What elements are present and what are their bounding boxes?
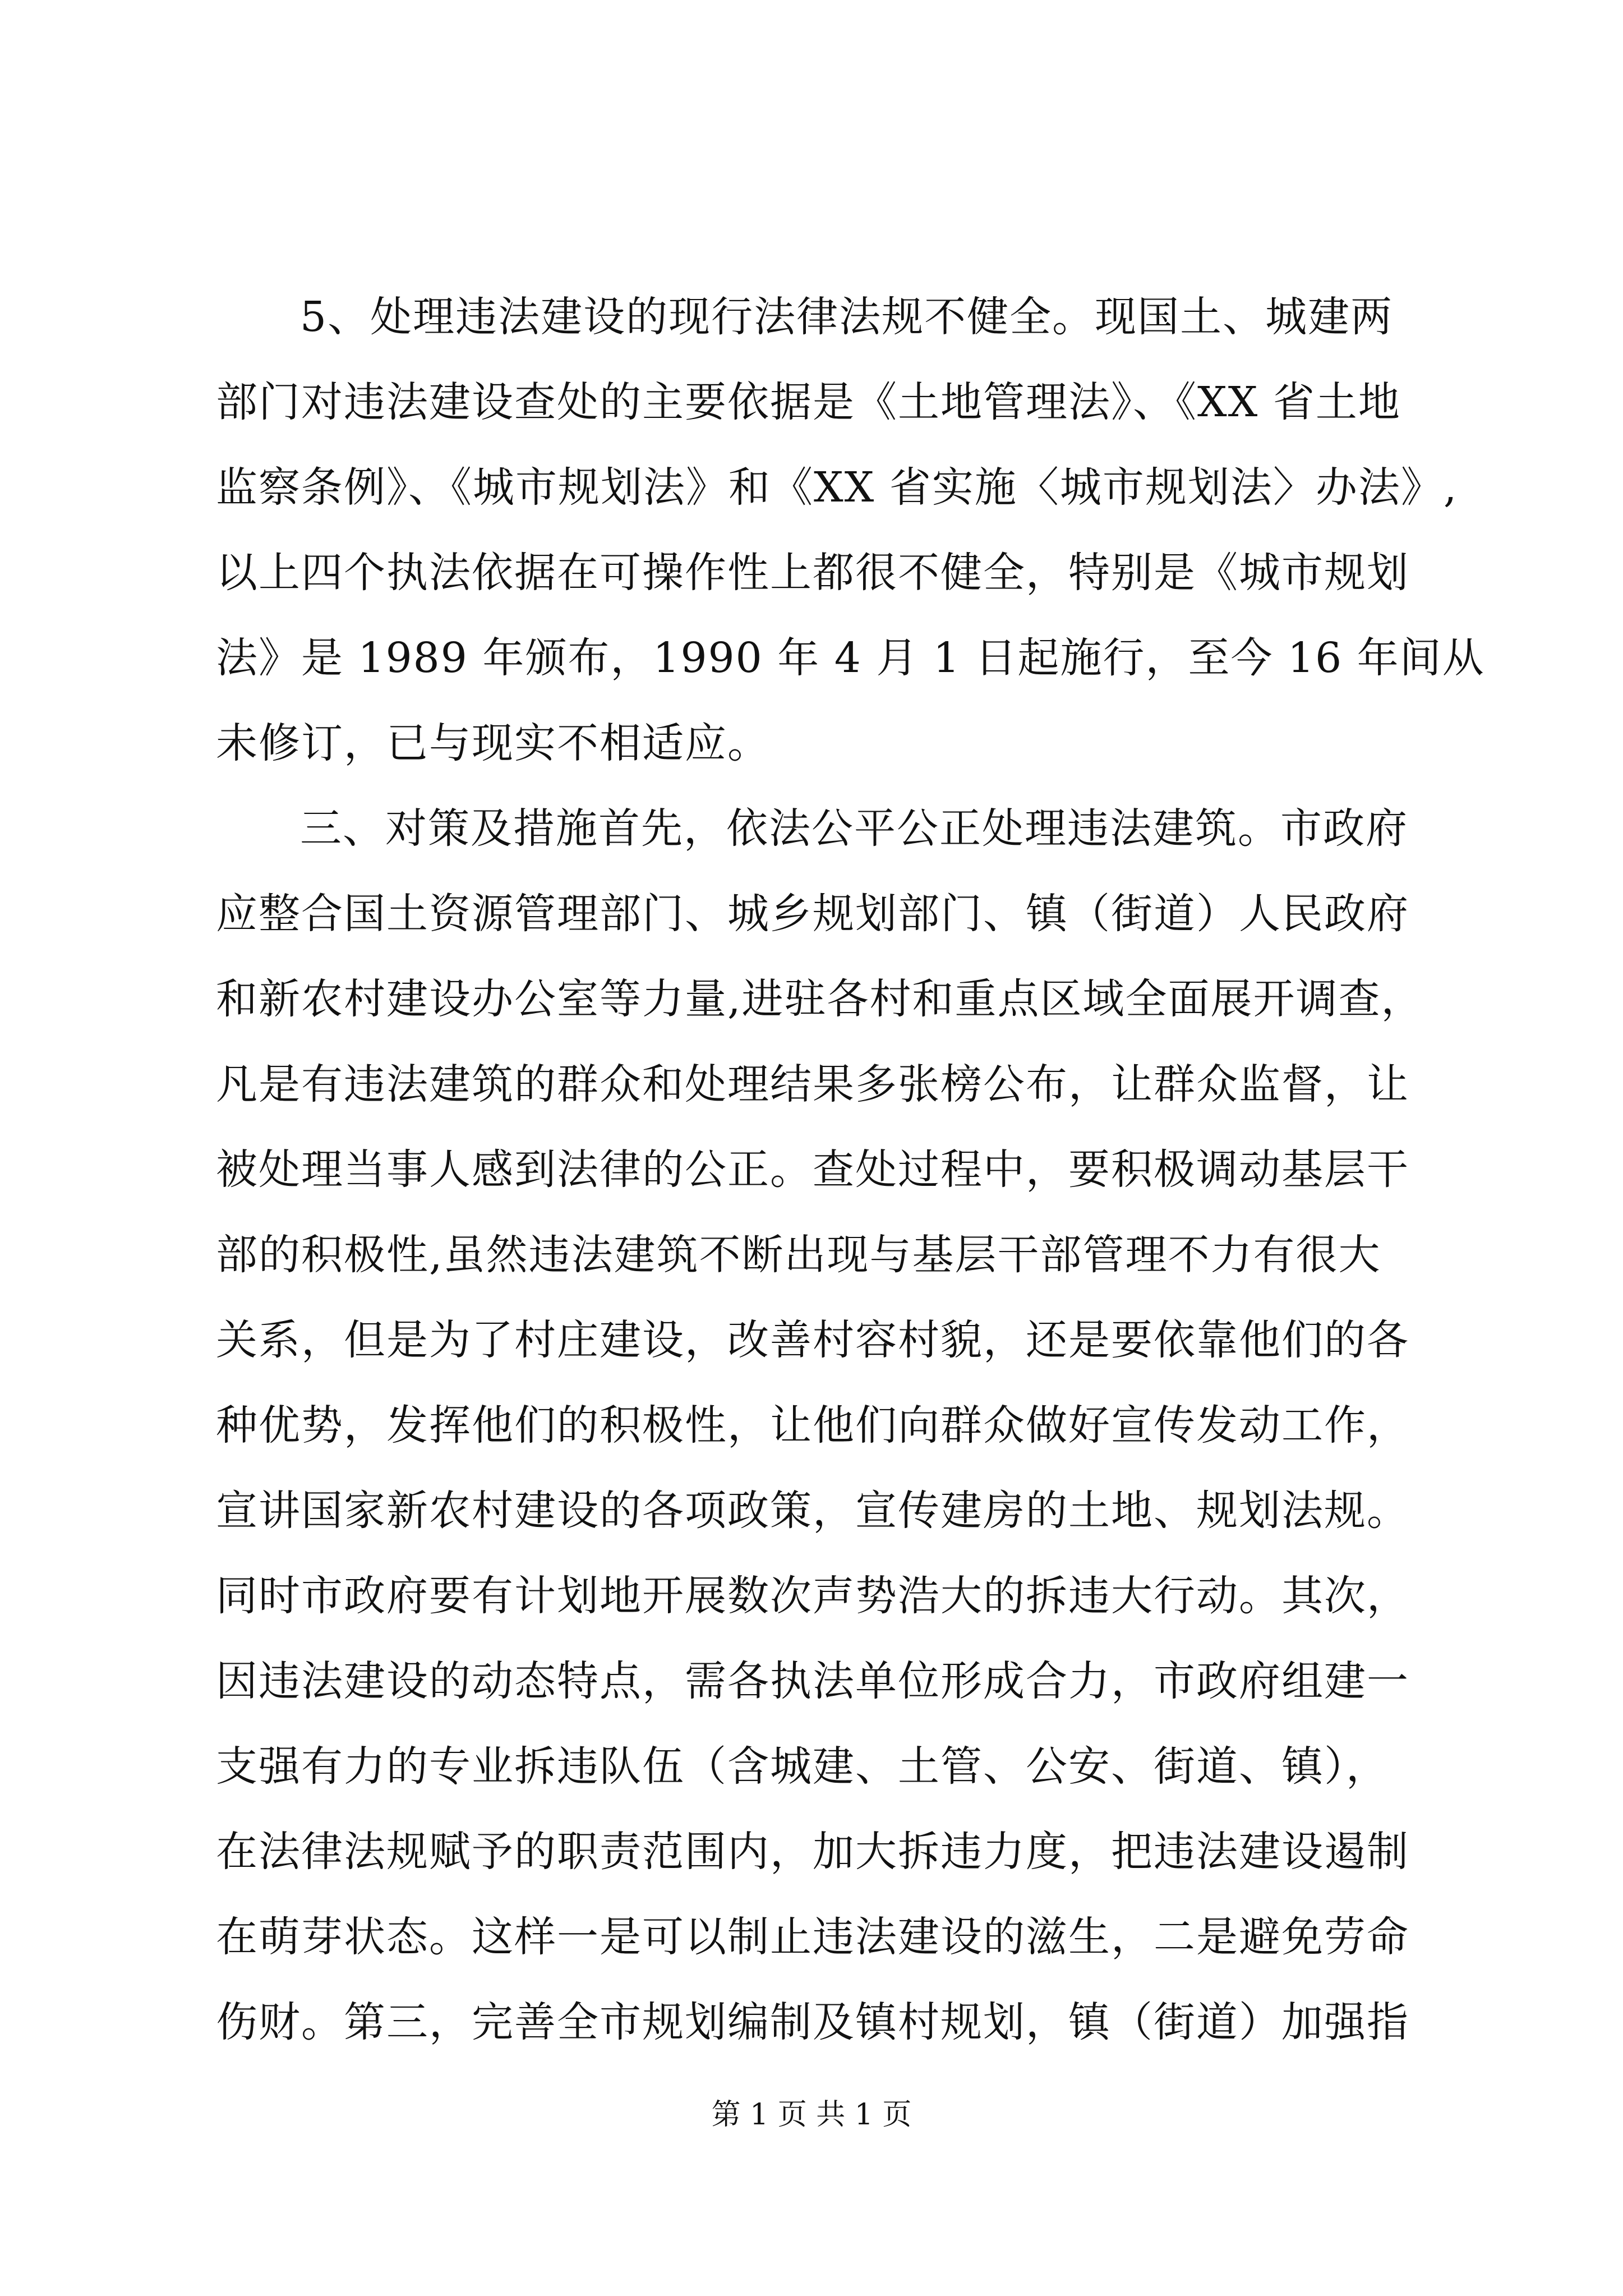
text-line: 被处理当事人感到法律的公正。查处过程中，要积极调动基层干: [216, 1145, 1409, 1194]
text-line: 在萌芽状态。这样一是可以制止违法建设的滋生，二是避免劳命: [216, 1913, 1409, 1961]
text-line: 监察条例》、《城市规划法》和《XX 省实施〈城市规划法〉办法》,: [216, 463, 1458, 512]
text-line: 以上四个执法依据在可操作性上都很不健全，特别是《城市规划: [216, 549, 1409, 597]
text-line: 在法律法规赋予的职责范围内，加大拆违力度，把违法建设遏制: [216, 1828, 1409, 1876]
text-line: 凡是有违法建筑的群众和处理结果多张榜公布，让群众监督，让: [216, 1060, 1409, 1108]
text-line: 关系，但是为了村庄建设，改善村容村貌，还是要依靠他们的各: [216, 1316, 1409, 1364]
text-line: 三、对策及措施首先，依法公平公正处理违法建筑。市政府: [300, 804, 1408, 853]
text-line: 应整合国土资源管理部门、城乡规划部门、镇（街道）人民政府: [216, 890, 1409, 938]
text-line: 未修订，已与现实不相适应。: [216, 719, 770, 767]
text-line: 和新农村建设办公室等力量,进驻各村和重点区域全面展开调查，: [216, 975, 1424, 1023]
text-line: 同时市政府要有计划地开展数次声势浩大的拆违大行动。其次，: [216, 1572, 1409, 1620]
text-line: 宣讲国家新农村建设的各项政策，宣传建房的土地、规划法规。: [216, 1487, 1409, 1535]
text-line: 种优势，发挥他们的积极性，让他们向群众做好宣传发动工作，: [216, 1401, 1409, 1450]
text-line: 法》是 1989 年颁布，1990 年 4 月 1 日起施行，至今 16 年间从: [216, 634, 1485, 682]
page-number-footer: 第 1 页 共 1 页: [711, 2098, 912, 2132]
text-line: 因违法建设的动态特点，需各执法单位形成合力，市政府组建一: [216, 1657, 1409, 1705]
text-line: 部的积极性,虽然违法建筑不断出现与基层干部管理不力有很大: [216, 1231, 1381, 1279]
text-line: 伤财。第三，完善全市规划编制及镇村规划，镇（街道）加强指: [216, 1998, 1409, 2046]
text-line: 支强有力的专业拆违队伍（含城建、土管、公安、街道、镇），: [216, 1742, 1389, 1791]
text-line: 部门对违法建设查处的主要依据是《土地管理法》、《XX 省土地: [216, 378, 1401, 426]
text-line: 5、处理违法建设的现行法律法规不健全。现国土、城建两: [300, 293, 1394, 341]
